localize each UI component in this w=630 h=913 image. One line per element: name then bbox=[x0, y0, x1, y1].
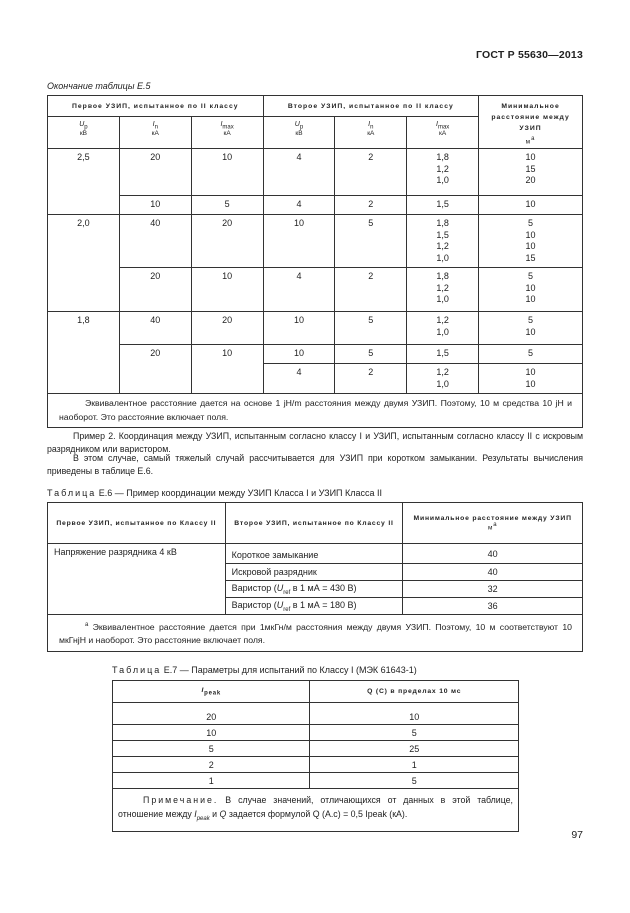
table-row bbox=[48, 196, 583, 215]
sub-header-symbol: I bbox=[436, 121, 438, 128]
sub-header-3 bbox=[263, 117, 335, 149]
cell-q: 1 bbox=[310, 757, 519, 773]
sub-header-subscript: p bbox=[84, 124, 88, 131]
cell-imax1: 5 bbox=[191, 196, 263, 215]
cell-imax2 bbox=[407, 149, 479, 196]
value-line: 10 bbox=[525, 152, 536, 162]
cell-in1: 20 bbox=[119, 345, 191, 364]
cell-imax1: 10 bbox=[191, 149, 263, 196]
e7-header-q: Q (С) в пределах 10 мс bbox=[310, 681, 519, 703]
cell-in1: 20 bbox=[119, 268, 191, 312]
cell-distance: 32 bbox=[403, 581, 583, 598]
table-row bbox=[48, 345, 583, 364]
value-line: 15 bbox=[525, 252, 536, 263]
value-line: 5 bbox=[528, 271, 534, 281]
sub-header-2 bbox=[191, 117, 263, 149]
value-line: 10 bbox=[525, 241, 536, 251]
value-line: 10 bbox=[525, 378, 536, 389]
table-row bbox=[113, 741, 519, 757]
cell-up1: 2,0 bbox=[48, 215, 120, 268]
table-e6-caption-text: Е.6 — Пример координации между УЗИП Класса I и УЗИП Класса II bbox=[96, 488, 383, 498]
cell-q: 5 bbox=[310, 773, 519, 789]
label-pre: Варистор ( bbox=[231, 582, 277, 593]
value-line: 1,0 bbox=[436, 326, 449, 337]
e7-note-sub: peak bbox=[196, 815, 210, 822]
cell-up2: 10 bbox=[263, 345, 335, 364]
cell-up2: 4 bbox=[263, 268, 335, 312]
value-line: 10 bbox=[525, 326, 536, 337]
e7-note-text-3: задается формулой bbox=[226, 809, 313, 819]
value-line: 1,5 bbox=[436, 348, 449, 358]
value-line: 20 bbox=[525, 175, 536, 185]
value-line: 1,2 bbox=[436, 367, 449, 377]
cell-in1: 20 bbox=[119, 149, 191, 196]
distance-header bbox=[479, 96, 583, 149]
cell-distance bbox=[479, 149, 583, 196]
e6-distance-unit: м bbox=[487, 524, 494, 532]
value-line: 5 bbox=[528, 218, 534, 228]
e6-footnote-text: Эквивалентное расстояние дается при 1мкГн/м расстояния между двумя УЗИП. Поэтому, 10 м соответствуют 10 мкГнjН и наоборот. Это расстояние включает поля. bbox=[59, 621, 572, 645]
value-line: 1,2 bbox=[436, 241, 449, 251]
cell-second-spd bbox=[225, 581, 403, 598]
cell-imax1: 20 bbox=[191, 215, 263, 268]
table-e7-caption bbox=[112, 665, 417, 675]
table-e6-footnote bbox=[48, 615, 583, 652]
sub-header-symbol: U bbox=[79, 121, 85, 128]
table-row bbox=[113, 703, 519, 725]
table-e7 bbox=[112, 680, 519, 832]
sub-header-symbol: I bbox=[220, 121, 223, 128]
sub-header-subscript: n bbox=[370, 124, 374, 131]
sub-header-subscript: max bbox=[222, 124, 234, 131]
sub-header-subscript: n bbox=[154, 124, 158, 131]
value-line: 1,5 bbox=[436, 229, 449, 240]
cell-imax1: 10 bbox=[191, 345, 263, 364]
value-line: 1,0 bbox=[436, 378, 449, 389]
label-sub: ref bbox=[283, 589, 291, 596]
table-row bbox=[48, 268, 583, 312]
cell-ipeak: 1 bbox=[113, 773, 310, 789]
value-line: 1,0 bbox=[436, 294, 449, 304]
sub-header-4 bbox=[335, 117, 407, 149]
value-line: 10 bbox=[525, 229, 536, 240]
cell-distance bbox=[479, 364, 583, 394]
table-row bbox=[48, 312, 583, 345]
group-header-first: Первое УЗИП, испытанное по II классу bbox=[48, 96, 264, 117]
cell-second-spd bbox=[225, 598, 403, 615]
cell-up1: 2,5 bbox=[48, 149, 120, 196]
sub-header-subscript: p bbox=[299, 124, 304, 131]
sub-header-subscript: max bbox=[437, 124, 450, 131]
cell-distance: 40 bbox=[403, 544, 583, 564]
value-line: 1,8 bbox=[436, 152, 449, 162]
cell-q: 25 bbox=[310, 741, 519, 757]
value-line: 10 bbox=[525, 199, 536, 209]
cell-in2: 5 bbox=[335, 215, 407, 268]
cell-in2: 2 bbox=[335, 364, 407, 394]
value-line: 1,2 bbox=[436, 315, 449, 325]
cell-imax2 bbox=[407, 268, 479, 312]
value-line: 1,8 bbox=[436, 271, 449, 281]
e7-note-q: Q bbox=[219, 809, 227, 819]
table-row bbox=[113, 725, 519, 741]
e6-distance-sup: а bbox=[493, 521, 498, 528]
table-e6-caption-prefix: Таблица bbox=[47, 488, 97, 498]
distance-sup: а bbox=[531, 136, 536, 142]
sub-header-unit: кА bbox=[439, 130, 447, 138]
calculation-paragraph: В этом случае, самый тяжелый случай рассчитывается для УЗИП при коротком замыкании. Результаты вычисления приведены в таблице Е.6. bbox=[47, 453, 583, 476]
cell-up1 bbox=[48, 196, 120, 215]
e7-note-label: Примечание. bbox=[143, 795, 219, 805]
e7-note-formula: Q (A.c) = 0,5 Ipeak (кА). bbox=[312, 809, 408, 819]
label-pre: Варистор ( bbox=[231, 599, 277, 610]
cell-imax1: 20 bbox=[191, 312, 263, 345]
table-e6-caption bbox=[47, 488, 382, 498]
distance-header-text: Минимальное расстояние между УЗИП bbox=[491, 103, 570, 132]
example-2-paragraph: Пример 2. Координация между УЗИП, испытанным согласно классу I и УЗИП, испытанным согласно классу II с искровым разрядником или варистором. bbox=[47, 431, 583, 454]
page-number: 97 bbox=[571, 829, 583, 841]
standard-header: ГОСТ Р 55630—2013 bbox=[475, 49, 583, 61]
sub-header-unit: кА bbox=[367, 130, 375, 138]
cell-in2: 5 bbox=[335, 345, 407, 364]
e7-note-text-2: и bbox=[209, 809, 220, 819]
table-e5-caption: Окончание таблицы Е.5 bbox=[47, 81, 151, 91]
table-e7-caption-text: Е.7 — Параметры для испытаний по Классу I (МЭК 61643-1) bbox=[161, 665, 417, 675]
value-line: 15 bbox=[525, 163, 536, 174]
table-row bbox=[113, 773, 519, 789]
table-row bbox=[48, 215, 583, 268]
sub-header-1 bbox=[119, 117, 191, 149]
cell-up2: 4 bbox=[263, 149, 335, 196]
cell-imax1: 10 bbox=[191, 268, 263, 312]
cell-ipeak: 5 bbox=[113, 741, 310, 757]
label-post: в 1 мА = 430 В) bbox=[290, 582, 357, 593]
cell-up1: 1,8 bbox=[48, 312, 120, 345]
cell-imax2 bbox=[407, 215, 479, 268]
cell-up1 bbox=[48, 345, 120, 364]
cell-distance bbox=[479, 345, 583, 364]
sub-header-unit: кА bbox=[223, 130, 231, 138]
sub-header-0 bbox=[48, 117, 120, 149]
cell-ipeak: 10 bbox=[113, 725, 310, 741]
cell-up2: 10 bbox=[263, 312, 335, 345]
e6-header-first: Первое УЗИП, испытанное по Классу II bbox=[48, 503, 226, 544]
e7-header-ipeak bbox=[113, 681, 310, 703]
table-e5-footnote bbox=[48, 394, 583, 428]
cell-up1 bbox=[48, 364, 120, 394]
sub-header-symbol: U bbox=[294, 121, 300, 128]
e6-header-second: Второе УЗИП, испытанное по Классу II bbox=[225, 503, 403, 544]
cell-distance: 40 bbox=[403, 564, 583, 581]
e6-footnote-sup: а bbox=[85, 622, 89, 628]
table-e7-caption-prefix: Таблица bbox=[112, 665, 162, 675]
distance-unit: м bbox=[525, 138, 532, 146]
cell-ipeak: 2 bbox=[113, 757, 310, 773]
cell-imax2 bbox=[407, 364, 479, 394]
cell-distance: 36 bbox=[403, 598, 583, 615]
cell-q: 10 bbox=[310, 703, 519, 725]
value-line: 1,2 bbox=[436, 163, 449, 174]
value-line: 1,8 bbox=[436, 218, 449, 228]
value-line: 10 bbox=[525, 367, 536, 377]
e7-ipeak-sym: I bbox=[201, 686, 205, 694]
cell-second-spd: Искровой разрядник bbox=[225, 564, 403, 581]
sub-header-symbol: I bbox=[368, 121, 371, 128]
group-header-second: Второе УЗИП, испытанное по II классу bbox=[263, 96, 479, 117]
cell-up2: 4 bbox=[263, 196, 335, 215]
cell-in2: 2 bbox=[335, 268, 407, 312]
table-e7-note bbox=[113, 789, 519, 832]
cell-imax1 bbox=[191, 364, 263, 394]
label-post: в 1 мА = 180 В) bbox=[290, 599, 357, 610]
label-sym: U bbox=[276, 599, 284, 610]
value-line: 10 bbox=[525, 282, 536, 293]
e6-header-distance bbox=[403, 503, 583, 544]
cell-in2: 2 bbox=[335, 196, 407, 215]
sub-header-symbol: I bbox=[152, 121, 155, 128]
cell-up2: 4 bbox=[263, 364, 335, 394]
cell-in2: 5 bbox=[335, 312, 407, 345]
cell-imax2 bbox=[407, 312, 479, 345]
table-e6 bbox=[47, 502, 583, 652]
e6-header-distance-text: Минимальное расстояние между УЗИП bbox=[413, 514, 572, 522]
e7-note-text-1: В случае значений, отличающихся от данных в этой таблице, отношение между bbox=[118, 795, 513, 819]
sub-header-unit: кВ bbox=[295, 130, 303, 138]
cell-distance bbox=[479, 268, 583, 312]
cell-in1: 40 bbox=[119, 312, 191, 345]
value-line: 1,5 bbox=[436, 199, 449, 209]
value-line: 1,2 bbox=[436, 282, 449, 293]
cell-in1 bbox=[119, 364, 191, 394]
value-line: 1,0 bbox=[436, 252, 449, 263]
cell-second-spd: Короткое замыкание bbox=[225, 544, 403, 564]
cell-distance bbox=[479, 215, 583, 268]
sub-header-5 bbox=[407, 117, 479, 149]
e7-ipeak-sub: peak bbox=[204, 690, 222, 697]
table-e5-footnote-text: Эквивалентное расстояние дается на основе 1 jH/m расстояния между двумя УЗИП. Поэтому, 10 м средства 10 jH и наоборот. Это расстояние включает поля. bbox=[59, 398, 572, 422]
value-line: 1,0 bbox=[436, 175, 449, 185]
cell-distance bbox=[479, 196, 583, 215]
cell-up1 bbox=[48, 268, 120, 312]
cell-q: 5 bbox=[310, 725, 519, 741]
table-row bbox=[113, 757, 519, 773]
table-row bbox=[48, 149, 583, 196]
e7-note-sym: I bbox=[194, 809, 197, 819]
label-sub: ref bbox=[283, 606, 291, 613]
cell-first-spd: Напряжение разрядника 4 кВ bbox=[48, 544, 226, 615]
cell-imax2 bbox=[407, 196, 479, 215]
table-e5 bbox=[47, 95, 583, 428]
label-sym: U bbox=[276, 582, 284, 593]
table-row bbox=[48, 544, 583, 564]
table-row bbox=[48, 364, 583, 394]
value-line: 5 bbox=[528, 315, 534, 325]
sub-header-unit: кВ bbox=[79, 130, 88, 138]
sub-header-unit: кА bbox=[151, 130, 159, 138]
cell-imax2 bbox=[407, 345, 479, 364]
cell-in1: 10 bbox=[119, 196, 191, 215]
value-line: 5 bbox=[528, 348, 534, 358]
value-line: 10 bbox=[525, 294, 536, 304]
cell-in1: 40 bbox=[119, 215, 191, 268]
cell-distance bbox=[479, 312, 583, 345]
cell-in2: 2 bbox=[335, 149, 407, 196]
cell-ipeak: 20 bbox=[113, 703, 310, 725]
cell-up2: 10 bbox=[263, 215, 335, 268]
